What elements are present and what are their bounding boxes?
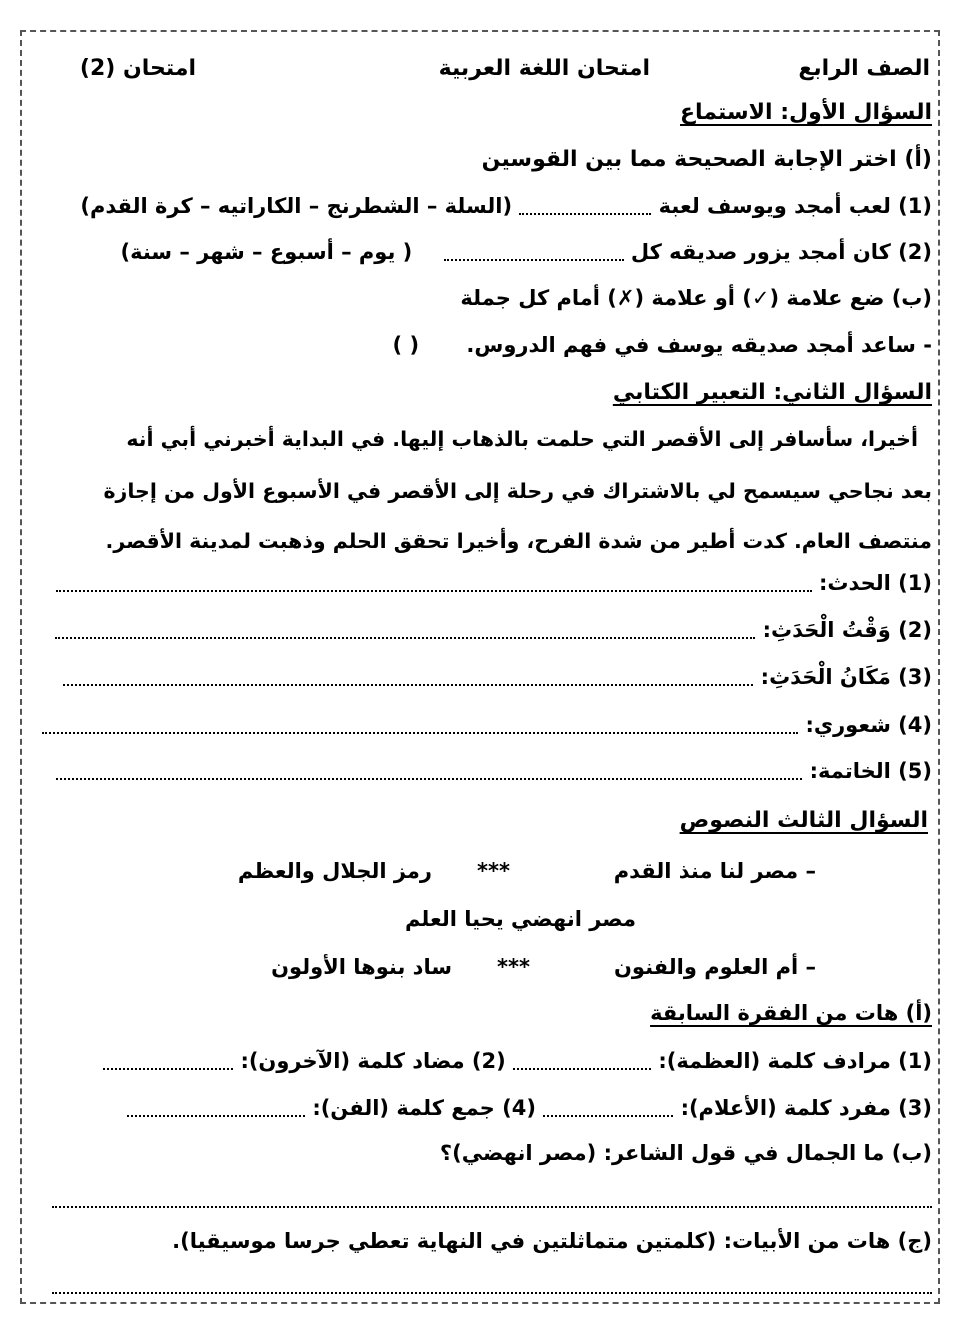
- q1-title: السؤال الأول: الاستماع: [680, 100, 932, 125]
- q3-a1: (1) مرادف كلمة (العظمة):: [658, 1049, 932, 1073]
- verse-middle: مصر انهضي يحيا العلم: [404, 907, 636, 931]
- answer-blank[interactable]: [103, 1054, 233, 1070]
- q3-title: السؤال الثالث النصوص: [679, 808, 928, 833]
- q1-item2: [28, 237, 932, 267]
- answer-line[interactable]: [56, 576, 812, 592]
- grade-label: الصف الرابع: [798, 56, 930, 81]
- q2-item-label: (5) الخاتمة:: [809, 759, 932, 783]
- exam-number: امتحان (2): [79, 56, 196, 81]
- q2-item-label: (4) شعوري:: [805, 713, 932, 737]
- q3-part-c-answer: [28, 1270, 932, 1300]
- q2-item-5: [28, 756, 932, 786]
- subject-title: امتحان اللغة العربية: [438, 56, 650, 81]
- q2-item-1: [28, 568, 932, 598]
- answer-line[interactable]: [63, 670, 753, 686]
- verse1-left: رمز الجلال والعظم: [237, 859, 432, 883]
- q1-part-a: (أ) اختر الإجابة الصحيحة مما بين القوسين: [481, 147, 932, 172]
- answer-line[interactable]: [42, 718, 798, 734]
- q3-part-c: (ج) هات من الأبيات: (كلمتين متماثلتين في النهاية تعطي جرسا موسيقيا).: [172, 1229, 932, 1253]
- answer-blank[interactable]: [127, 1101, 305, 1117]
- q2-paragraph-line1: أخيرا، سأسافر إلى الأقصر التي حلمت بالذهاب إليها. في البداية أخبرني أبي أنه: [126, 427, 918, 451]
- q1-part-b: (ب) ضع علامة (✓) أو علامة (✗) أمام كل جملة: [460, 286, 932, 310]
- q1-item2-options: ( يوم – أسبوع – شهر – سنة): [120, 240, 413, 264]
- q3-part-b-answer: [28, 1184, 932, 1214]
- q2-item-4: [28, 710, 932, 740]
- q3-part-b: (ب) ما الجمال في قول الشاعر: (مصر انهضي)؟: [439, 1141, 932, 1165]
- q3-part-a: [28, 998, 932, 1028]
- q2-item-3: [28, 662, 932, 692]
- verse2-right: – أم العلوم والفنون: [613, 955, 816, 979]
- verse2-left: ساد بنوها الأولون: [271, 955, 452, 979]
- q1-item2-text: (2) كان أمجد يزور صديقه كل: [630, 240, 932, 264]
- answer-line[interactable]: [52, 1192, 932, 1208]
- answer-blank[interactable]: [543, 1101, 673, 1117]
- q3-a3: (3) مفرد كلمة (الأعلام):: [680, 1096, 932, 1120]
- q3-a2: (2) مضاد كلمة (الآخرون):: [240, 1049, 506, 1073]
- q1-statement-row: [28, 330, 932, 360]
- q2-item-2: [28, 615, 932, 645]
- answer-parens[interactable]: ( ): [392, 333, 420, 357]
- verse1-right: – مصر لنا منذ القدم: [613, 859, 816, 883]
- q2-item-label: (1) الحدث:: [819, 571, 932, 595]
- q3-part-a-label: (أ) هات من الفقرة السابقة: [650, 1001, 932, 1025]
- answer-blank[interactable]: [519, 199, 651, 215]
- q1-item1: [28, 191, 932, 221]
- q1-item1-options: (السلة – الشطرنج – الكاراتيه – كرة القدم): [80, 194, 513, 218]
- verse-stars: ***: [497, 955, 530, 979]
- answer-line[interactable]: [56, 764, 802, 780]
- answer-line[interactable]: [52, 1278, 932, 1294]
- answer-blank[interactable]: [513, 1054, 651, 1070]
- q2-title: السؤال الثاني: التعبير الكتابي: [612, 380, 932, 405]
- verse-stars: ***: [477, 859, 510, 883]
- q1-statement: - ساعد أمجد صديقه يوسف في فهم الدروس.: [466, 333, 932, 357]
- q3-row2: [28, 1093, 932, 1123]
- q3-row1: [28, 1046, 932, 1076]
- q2-item-label: (2) وَقْتُ الْحَدَثِ:: [762, 618, 932, 642]
- answer-line[interactable]: [55, 623, 755, 639]
- q1-item1-text: (1) لعب أمجد ويوسف لعبة: [658, 194, 932, 218]
- q2-paragraph-line3: منتصف العام. كدت أطير من شدة الفرح، وأخيرا تحقق الحلم وذهبت لمدينة الأقصر.: [105, 529, 932, 553]
- answer-blank[interactable]: [444, 245, 624, 261]
- q2-item-label: (3) مَكَانُ الْحَدَثِ:: [760, 665, 932, 689]
- q2-paragraph-line2: بعد نجاحي سيسمح لي بالاشتراك في رحلة إلى الأقصر في الأسبوع الأول من إجازة: [103, 479, 932, 503]
- q3-a4: (4) جمع كلمة (الفن):: [312, 1096, 536, 1120]
